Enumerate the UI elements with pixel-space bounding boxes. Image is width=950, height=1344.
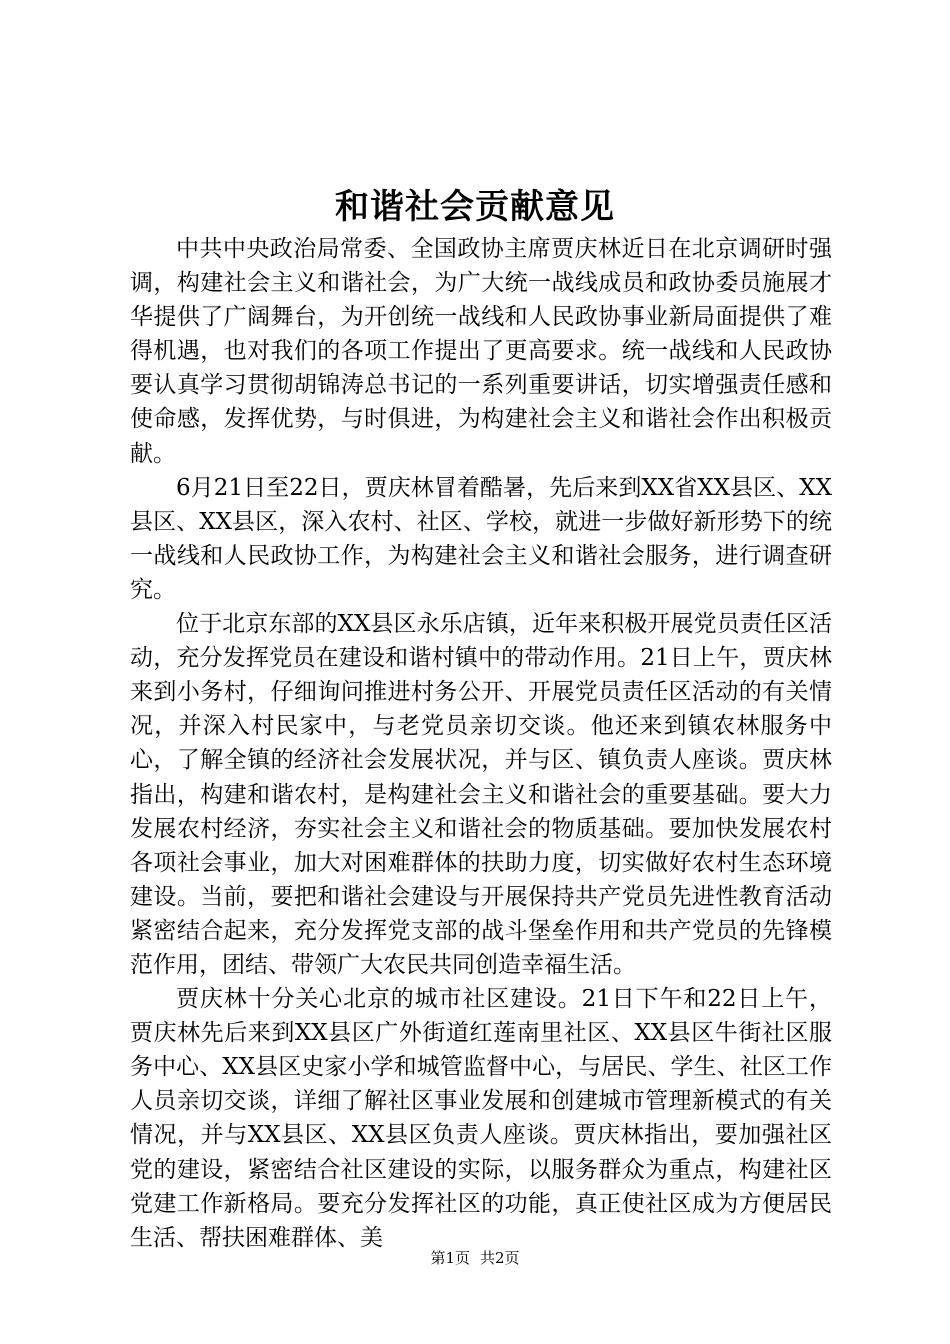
document-title: 和谐社会贡献意见 bbox=[335, 187, 615, 227]
paragraph-3: 位于北京东部的XX县区永乐店镇，近年来积极开展党员责任区活动，充分发挥党员在建设和谐村镇中的带动作用。21日上午，贾庆林来到小务村，仔细询问推进村务公开、开展党员责任区活动的有关情况，并深入村民家中，与老党员亲切交谈。他还来到镇农林服务中心，了解全镇的经济社会发展状况，并与区、镇负责人座谈。贾庆林指出，构建和谐农村，是构建社会主义和谐社会的重要基础。要大力发展农村经济，夯实社会主义和谐社会的物质基础。要加快发展农村各项社会事业，加大对困难群体的扶助力度，切实做好农村生态环境建设。当前，要把和谐社会建设与开展保持共产党员先进性教育活动紧密结合起来，充分发挥党支部的战斗堡垒作用和共产党员的先锋模范作用，团结、带领广大农民共同创造幸福生活。 bbox=[130, 611, 832, 978]
page-number-total: 共2页 bbox=[480, 1249, 520, 1267]
paragraph-1: 中共中央政治局常委、全国政协主席贾庆林近日在北京调研时强调，构建社会主义和谐社会，为广大统一战线成员和政协委员施展才华提供了广阔舞台，为开创统一战线和人民政协事业新局面提供了难得机遇，也对我们的各项工作提出了更高要求。统一战线和人民政协要认真学习贯彻胡锦涛总书记的一系列重要讲话，切实增强责任感和使命感，发挥优势，与时俱进，为构建社会主义和谐社会作出积极贡献。 bbox=[130, 236, 832, 467]
paragraph-4: 贾庆林十分关心北京的城市社区建设。21日下午和22日上午，贾庆林先后来到XX县区广外街道红莲南里社区、XX县区牛街社区服务中心、XX县区史家小学和城管监督中心，与居民、学生、社区工作人员亲切交谈，详细了解社区事业发展和创建城市管理新模式的有关情况，并与XX县区、XX县区负责人座谈。贾庆林指出，要加强社区党的建设，紧密结合社区建设的实际，以服务群众为重点，构建社区党建工作新格局。要充分发挥社区的功能，真正使社区成为方便居民生活、帮扶困难群体、美 bbox=[130, 986, 832, 1251]
page-number-current: 第1页 bbox=[430, 1249, 470, 1267]
document-body bbox=[130, 232, 832, 1255]
page-footer bbox=[0, 1248, 950, 1268]
paragraph-2: 6月21日至22日，贾庆林冒着酷暑，先后来到XX省XX县区、XX县区、XX县区，深入农村、社区、学校，就进一步做好新形势下的统一战线和人民政协工作，为构建社会主义和谐社会服务，进行调查研究。 bbox=[130, 474, 832, 603]
